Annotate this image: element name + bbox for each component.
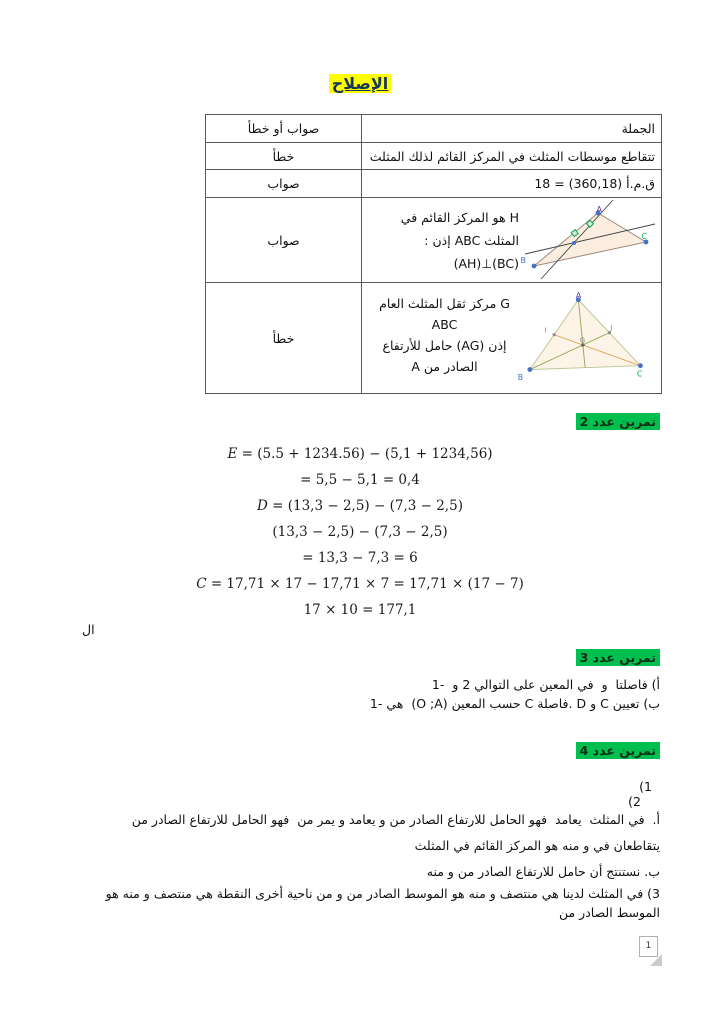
midpoint-label-j: J: [610, 323, 613, 332]
equation-line: D = (13,3 − 2,5) − (7,3 − 2,5): [257, 498, 463, 514]
sentence-line: إذن (AG) حامل للأرتفاع: [382, 338, 507, 353]
exercise-4-marker-2: (2: [628, 794, 641, 809]
equation-line: E = (5.5 + 1234.56) − (5,1 + 1234,56): [227, 446, 493, 462]
page-number: [639, 936, 658, 957]
title-row: [0, 74, 720, 93]
stray-text: ال: [82, 622, 95, 637]
equation-line: (13,3 − 2,5) − (7,3 − 2,5): [272, 524, 448, 540]
sentence-text-block: [368, 289, 521, 377]
table-row: [206, 198, 662, 283]
column-header-verdict: صواب أو خطأ: [206, 115, 362, 143]
verdict-cell: صواب: [206, 198, 362, 283]
exercise-3-item-b: ب) تعيين C و D .فاصلة C حسب المعين (O ;A) هي -1: [369, 696, 660, 711]
vertex-point-b: [532, 263, 537, 268]
sentence-cell: 18 = ق.م.أ (360,18): [362, 170, 662, 198]
vertex-label-a: A: [596, 204, 602, 214]
vertex-label-c: C: [641, 231, 647, 241]
verdict-cell: خطأ: [206, 143, 362, 170]
table-header-row: [206, 115, 662, 143]
centroid-label-g: G: [579, 336, 586, 345]
vertex-label-b: B: [517, 373, 524, 383]
exercise-4-item-b: ب. نستنتج أن حامل للارتفاع الصادر من و منه: [426, 864, 660, 879]
vertex-label-b: B: [520, 255, 526, 265]
vertex-point-c: [638, 363, 643, 368]
page-title: الإصلاح: [329, 74, 392, 93]
sentence-text-block: [368, 201, 523, 275]
exercise-3-item-a: أ) فاصلتا و في المعين على التوالي 2 و -1: [431, 677, 660, 692]
equation-line: C = 17,71 × 17 − 17,71 × 7 = 17,71 × (17 − 7): [196, 576, 524, 592]
sentence-line: H هو المركز القائم في: [400, 209, 519, 225]
sentence-with-diagram: [368, 201, 655, 280]
sentence-cell: [362, 198, 662, 283]
exercise-4-item-3: 3) في المثلث لدينا هي منتصف و منه هو الموسط الصادر من و من ناحية أخرى النقطة هي منتصف و منه هو الموسط الصادر من: [105, 886, 660, 920]
equation-line: = 5,5 − 5,1 = 0,4: [300, 472, 420, 488]
sentence-line: المثلث ABC إذن :: [424, 232, 519, 248]
sentence-cell: تتقاطع موسطات المثلث في المركز القائم لذلك المثلث: [362, 143, 662, 170]
midpoint-i: [553, 333, 556, 336]
sentence-with-diagram: [368, 289, 655, 387]
exercise-3-heading: تمرين عدد 3: [576, 649, 660, 666]
centroid-triangle-diagram: [517, 290, 655, 387]
exercise-2-heading: تمرين عدد 2: [576, 413, 660, 430]
orthocenter-point: [572, 241, 576, 245]
exercise-4-item-a: أ. في المثلث يعامد فهو الحامل للارتفاع الصادر من و يعامد و يمر من فهو الحامل للارتفاع الصادر من: [131, 812, 660, 827]
vertex-label-a: A: [575, 290, 582, 300]
page-corner-decoration: [650, 954, 662, 966]
exercise-3-body: [70, 676, 660, 714]
equation-line: = 13,3 − 7,3 = 6: [302, 550, 418, 566]
orthocenter-triangle-diagram: [520, 204, 655, 280]
page-number-value: 1: [645, 941, 652, 951]
vertex-label-c: C: [636, 369, 643, 379]
verdict-cell: خطأ: [206, 283, 362, 394]
equation-list: [60, 441, 660, 623]
sentence-line: G مركز ثقل المثلث العام: [379, 296, 510, 311]
exercise-4-marker-1: (1: [639, 779, 652, 794]
sentence-line: الصادر من A: [411, 359, 478, 374]
vertex-point-b: [527, 367, 532, 372]
midpoint-label-i: I: [544, 326, 547, 335]
sentence-line: (AH)⊥(BC): [453, 255, 519, 271]
column-header-sentence: الجملة: [362, 115, 662, 143]
sentence-line: ABC: [431, 317, 458, 332]
table-row: [206, 283, 662, 394]
exercise-4-item-a-continuation: يتقاطعان في و منه هو المركز القائم في المثلث: [414, 838, 660, 853]
true-false-table: [205, 114, 662, 394]
table-row: [206, 170, 662, 198]
verdict-cell: صواب: [206, 170, 362, 198]
table-row: [206, 143, 662, 170]
equation-line: 17 × 10 = 177,1: [303, 602, 417, 618]
exercise-4-heading: تمرين عدد 4: [576, 742, 660, 759]
sentence-cell: [362, 283, 662, 394]
